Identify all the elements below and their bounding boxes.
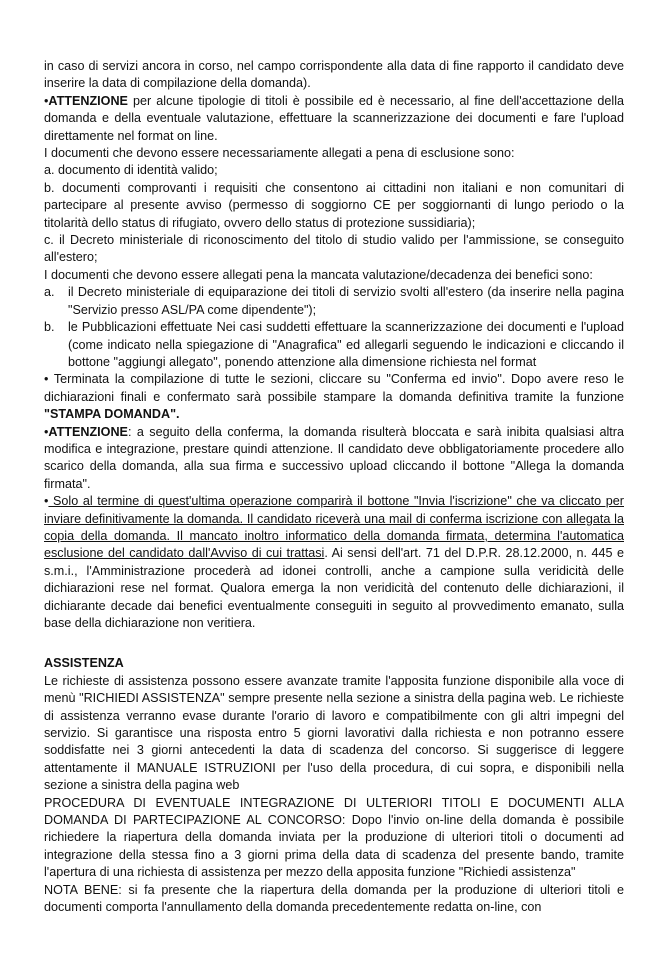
list-item — [44, 162, 624, 179]
attention-label: ATTENZIONE — [48, 424, 128, 439]
integration-procedure-paragraph — [44, 795, 624, 882]
assistenza-heading: ASSISTENZA — [44, 656, 124, 671]
attention-paragraph — [44, 93, 624, 145]
attention-text: : a seguito della conferma, la domanda risulterà bloccata e sarà inibita qualsiasi altra modifica e integrazione, prestare quindi attenzione. Il candidato deve obbligatoriamente procedere allo scarico della domanda, alla sua firma e successivo upload cliccando il bottone "Allega la domanda firmata". — [44, 424, 624, 491]
list-marker: a. — [44, 163, 55, 178]
document-page — [44, 58, 624, 917]
attention-text: per alcune tipologie di titoli è possibile ed è necessario, al fine dell'accettazione della domanda e della eventuale valutazione, effettuare la scannerizzazione dei documenti e fare l'upload direttamente nel format on line. — [44, 93, 624, 143]
required-documents-intro: I documenti che devono essere necessariamente allegati a pena di esclusione sono: — [44, 146, 515, 161]
list-marker: a. — [44, 285, 55, 300]
final-paragraph — [44, 493, 624, 632]
list-item-text: il Decreto ministeriale di equiparazione dei titoli di servizio svolti all'estero (da inserire nella pagina "Servizio presso ASL/PA come dipendente"); — [68, 285, 624, 317]
print-function-label: "STAMPA DOMANDA". — [44, 407, 180, 422]
bullet-marker: • — [44, 372, 49, 387]
list-marker: b. — [44, 180, 55, 195]
intro-paragraph: in caso di servizi ancora in corso, nel campo corrispondente alla data di fine rapporto il candidato deve inserire la data di compilazione della domanda). — [44, 59, 624, 91]
note-paragraph: NOTA BENE: si fa presente che la riapertura della domanda per la produzione di ulteriori titoli e documenti comporta l'annullamento della domanda precedentemente redatta on-line, con — [44, 882, 624, 915]
attention-label: ATTENZIONE — [48, 93, 128, 108]
confirm-paragraph — [44, 371, 624, 423]
attention-paragraph-2 — [44, 424, 624, 494]
optional-documents-intro: I documenti che devono essere allegati pena la mancata valutazione/decadenza dei benefici sono: — [44, 267, 593, 282]
bullet-marker: • — [44, 93, 49, 108]
list-item-text: il Decreto ministeriale di riconoscimento del titolo di studio valido per l'ammissione, se conseguito all'estero; — [44, 233, 624, 265]
procedure-title: PROCEDURA DI EVENTUALE INTEGRAZIONE DI ULTERIORI TITOLI E DOCUMENTI ALLA DOMANDA DI PARTECIPAZIONE AL CONCORSO — [44, 795, 624, 828]
bullet-marker: • — [44, 424, 49, 439]
list-item — [44, 319, 624, 371]
section-spacer — [44, 632, 624, 649]
required-documents-list — [44, 162, 624, 266]
list-item — [44, 180, 624, 232]
bullet-marker: • — [44, 494, 49, 509]
list-item — [44, 284, 624, 319]
procedure-text: : Dopo l'invio on-line della domanda è possibile richiedere la riapertura della domanda inviata per la produzione di ulteriori titoli o documenti ad integrazione della stessa fino a 3 giorni prima della data di scadenza del presente bando, tramite l'apertura di una richiesta di assistenza per mezzo della apposita funzione "Richiedi assistenza" — [44, 813, 624, 880]
final-text: . Ai sensi dell'art. 71 del D.P.R. 28.12.2000, n. 445 e s.m.i., l'Amministrazione procederà ad idonei controlli, anche a campione sulla veridicità delle dichiarazioni rese nel format. Qualora emerga la non veridicità del contenuto delle dichiarazioni, il dichiarante decade dai benefici eventualmente conseguiti in seguito al provvedimento emanato, sulla base della dichiarazione non veritiera. — [44, 546, 624, 630]
list-item — [44, 232, 624, 267]
list-item-text: le Pubblicazioni effettuate Nei casi suddetti effettuare la scannerizzazione dei documenti e l'upload (come indicato nella spiegazione di "Anagrafica" ed allegarli seguendo le indicazioni e cliccando il bottone "aggiungi allegato", ponendo attenzione alla dimensione richiesta nel format — [68, 320, 624, 369]
confirm-text: Terminata la compilazione di tutte le sezioni, cliccare su "Conferma ed invio". Dopo avere reso le dichiarazioni finali e confermato sarà possibile stampare la domanda definitiva tramite la funzione — [44, 372, 624, 404]
underlined-text: Solo al termine di quest'ultima operazione comparirà il bottone "Invia l'iscrizione" che va cliccato per inviare definitivamente la domanda. Il candidato riceverà una mail di conferma iscrizione con allegata la copia della domanda. Il mancato inoltro informatico della domanda firmata, determina l'automatica esclusione del candidato dall'Avviso di cui trattasi — [44, 494, 624, 561]
list-item-text: documenti comprovanti i requisiti che consentono ai cittadini non italiani e non comunitari di partecipare al presente avviso (permesso di soggiorno CE per soggiornanti di lungo periodo o la titolarità dello status di rifugiato, ovvero dello status di protezione sussidiaria); — [44, 180, 624, 230]
list-marker: b. — [44, 320, 55, 335]
list-item-text: documento di identità valido; — [54, 163, 218, 178]
assistenza-paragraph: Le richieste di assistenza possono essere avanzate tramite l'apposita funzione disponibile alla voce di menù "RICHIEDI ASSISTENZA" sempre presente nella sezione a sinistra della pagina web. Le richieste di assistenza verranno evase durante l'orario di lavoro e compatibilmente con gli altri impegni del servizio. Si garantisce una risposta entro 5 giorni lavorativi dalla richiesta e non potranno essere soddisfatte nei 3 giorni antecedenti la data di scadenza del concorso. Si suggerisce di leggere attentamente il MANUALE ISTRUZIONI per l'uso della procedura, di cui sopra, e disponibili nella sezione a sinistra della pagina web — [44, 673, 624, 793]
optional-documents-list — [44, 284, 624, 371]
list-marker: c. — [44, 233, 54, 248]
